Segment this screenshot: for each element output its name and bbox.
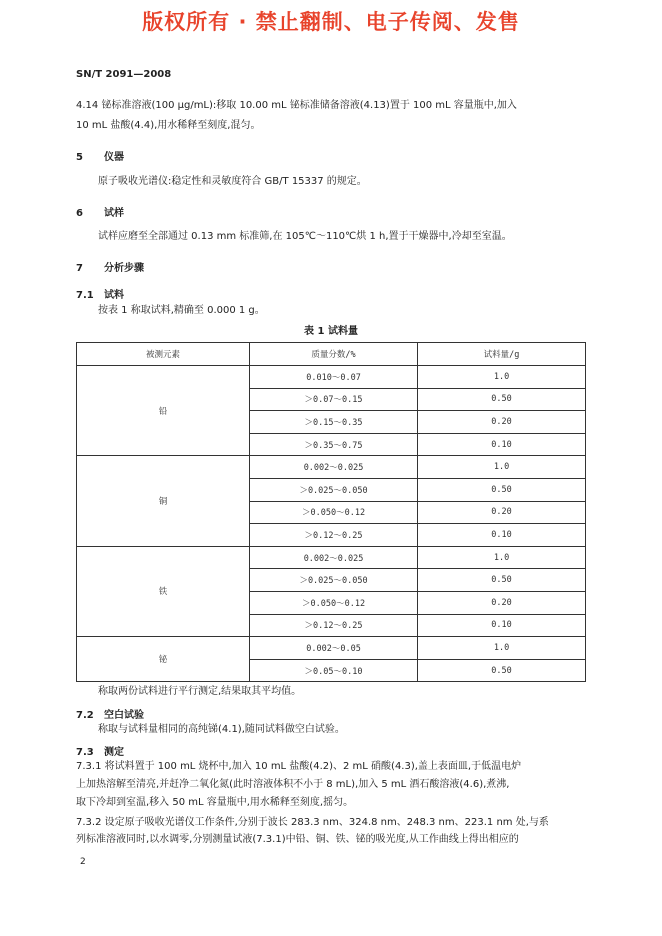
- sample-mass-cell: 1.0: [418, 456, 586, 479]
- mass-fraction-cell: ＞0.025～0.050: [250, 569, 418, 592]
- section-6-text: 试样应磨至全部通过 0.13 mm 标准筛,在 105℃～110℃烘 1 h,置于干燥器中,冷却至室温。: [98, 231, 512, 242]
- section-number: 5: [76, 152, 83, 163]
- para-7-3-2-line2: 列标准溶液同时,以水调零,分别测量试液(7.3.1)中铅、铜、铁、铋的吸光度,从工作曲线上得出相应的: [76, 834, 519, 845]
- sample-mass-cell: 0.10: [418, 614, 586, 637]
- section-title: 测定: [104, 747, 124, 758]
- mass-fraction-cell: ＞0.050～0.12: [250, 591, 418, 614]
- section-title: 仪器: [104, 152, 124, 163]
- sample-mass-cell: 0.10: [418, 524, 586, 547]
- mass-fraction-cell: 0.002～0.025: [250, 546, 418, 569]
- mass-fraction-cell: 0.002～0.025: [250, 456, 418, 479]
- sample-mass-cell: 0.20: [418, 501, 586, 524]
- para-7-3-1-line3: 取下冷却到室温,移入 50 mL 容量瓶中,用水稀释至刻度,摇匀。: [76, 797, 354, 808]
- section-6-heading: [76, 204, 124, 219]
- mass-fraction-cell: 0.002～0.05: [250, 637, 418, 660]
- table-row: [77, 637, 586, 660]
- mass-fraction-cell: ＞0.12～0.25: [250, 614, 418, 637]
- header-element: 被测元素: [77, 343, 250, 366]
- sample-mass-cell: 0.50: [418, 569, 586, 592]
- page-number: 2: [80, 857, 86, 867]
- section-5-text: 原子吸收光谱仪:稳定性和灵敏度符合 GB/T 15337 的规定。: [98, 176, 367, 187]
- sample-mass-cell: 1.0: [418, 637, 586, 660]
- mass-fraction-cell: 0.010～0.07: [250, 366, 418, 389]
- table-row: [77, 456, 586, 479]
- sample-mass-cell: 1.0: [418, 546, 586, 569]
- header-sample-mass: 试料量/g: [418, 343, 586, 366]
- element-cell: 铜: [77, 456, 250, 546]
- section-5-heading: [76, 148, 124, 163]
- section-title: 空白试验: [104, 710, 144, 721]
- section-number: 6: [76, 208, 83, 219]
- section-number: 7: [76, 263, 83, 274]
- table-title: 表 1 试料量: [304, 326, 358, 337]
- mass-fraction-cell: ＞0.07～0.15: [250, 388, 418, 411]
- mass-fraction-cell: ＞0.12～0.25: [250, 524, 418, 547]
- section-title: 试料: [104, 290, 124, 301]
- section-7-heading: [76, 259, 144, 274]
- section-7-1-text: 按表 1 称取试料,精确至 0.000 1 g。: [98, 305, 265, 316]
- section-7-1-heading: [76, 286, 124, 301]
- table-row: [77, 546, 586, 569]
- standard-code: SN/T 2091—2008: [76, 69, 172, 80]
- element-cell: 铁: [77, 546, 250, 636]
- mass-fraction-cell: ＞0.35～0.75: [250, 433, 418, 456]
- element-cell: 铅: [77, 366, 250, 456]
- sample-mass-cell: 0.20: [418, 411, 586, 434]
- mass-fraction-cell: ＞0.025～0.050: [250, 478, 418, 501]
- section-7-3-heading: [76, 743, 124, 758]
- after-table-text: 称取两份试料进行平行测定,结果取其平均值。: [98, 686, 302, 697]
- para-7-3-1-line2: 上加热溶解至清亮,并赶净二氧化氮(此时溶液体积不小于 8 mL),加入 5 mL 酒石酸溶液(4.6),煮沸,: [76, 779, 510, 790]
- section-number: 7.1: [76, 290, 94, 301]
- table-row: [77, 366, 586, 389]
- mass-fraction-cell: ＞0.050～0.12: [250, 501, 418, 524]
- para-4-14-line1: 4.14 铋标准溶液(100 μg/mL):移取 10.00 mL 铋标准储备溶液(4.13)置于 100 mL 容量瓶中,加入: [76, 100, 517, 111]
- para-7-3-1-line1: 7.3.1 将试料置于 100 mL 烧杯中,加入 10 mL 盐酸(4.2)、2 mL 硝酸(4.3),盖上表面皿,于低温电炉: [76, 761, 522, 772]
- mass-fraction-cell: ＞0.15～0.35: [250, 411, 418, 434]
- sample-mass-cell: 1.0: [418, 366, 586, 389]
- element-cell: 铋: [77, 637, 250, 682]
- sample-mass-cell: 0.50: [418, 388, 586, 411]
- para-7-3-2-line1: 7.3.2 设定原子吸收光谱仪工作条件,分别于波长 283.3 nm、324.8 nm、248.3 nm、223.1 nm 处,与系: [76, 817, 549, 828]
- sample-mass-table: [76, 342, 586, 682]
- section-7-2-text: 称取与试料量相同的高纯锑(4.1),随同试料做空白试验。: [98, 724, 345, 735]
- para-4-14-line2: 10 mL 盐酸(4.4),用水稀释至刻度,混匀。: [76, 120, 261, 131]
- sample-mass-cell: 0.10: [418, 433, 586, 456]
- section-7-2-heading: [76, 706, 144, 721]
- sample-mass-cell: 0.50: [418, 659, 586, 682]
- sample-mass-cell: 0.20: [418, 591, 586, 614]
- sample-mass-cell: 0.50: [418, 478, 586, 501]
- section-number: 7.2: [76, 710, 94, 721]
- table-header-row: [77, 343, 586, 366]
- section-title: 试样: [104, 208, 124, 219]
- section-number: 7.3: [76, 747, 94, 758]
- mass-fraction-cell: ＞0.05～0.10: [250, 659, 418, 682]
- section-title: 分析步骤: [104, 263, 144, 274]
- header-mass-fraction: 质量分数/%: [250, 343, 418, 366]
- watermark: 版权所有 · 禁止翻制、电子传阅、发售: [142, 10, 520, 34]
